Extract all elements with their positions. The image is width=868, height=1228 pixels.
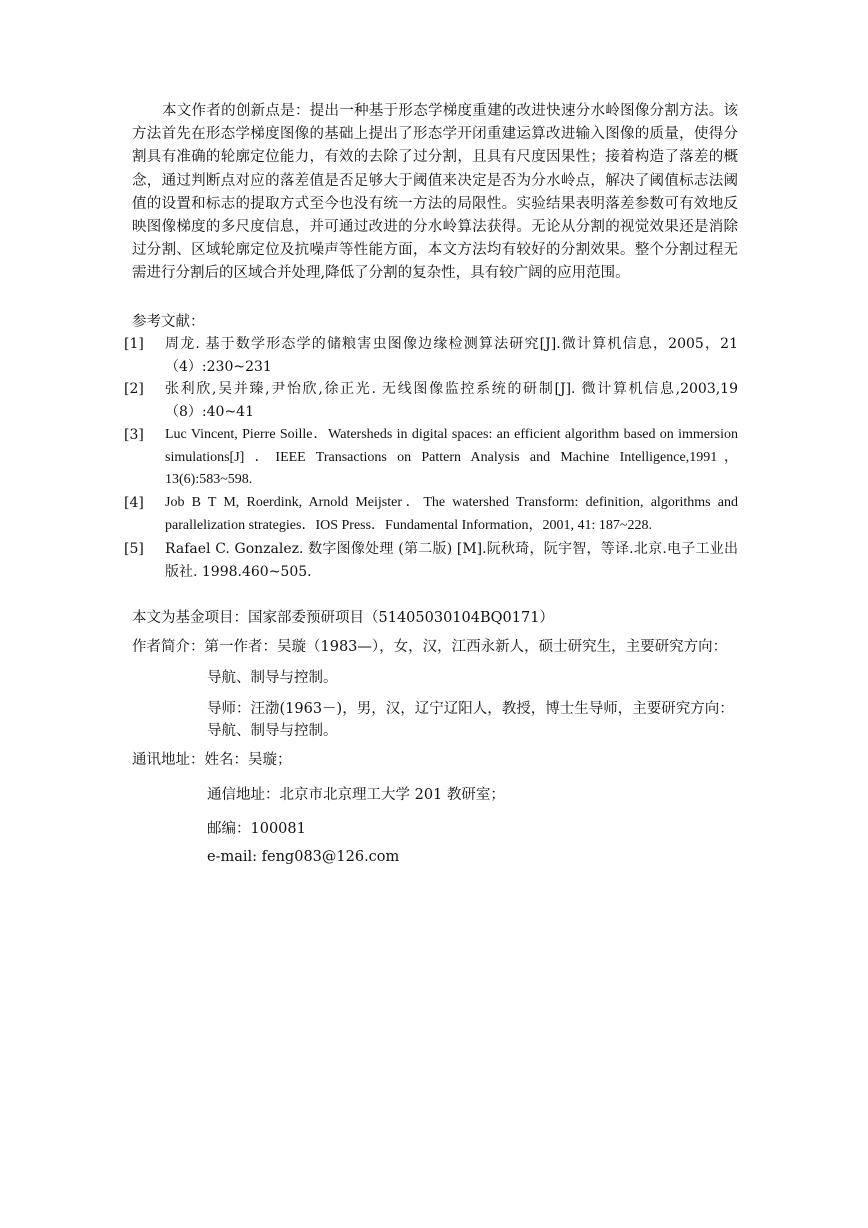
contact-label: 通讯地址：姓名：吴璇；: [132, 752, 292, 768]
reference-item: [124, 538, 738, 583]
reference-text: Luc Vincent, Pierre Soille．Watersheds in digital spaces: an efficient algorithm based on immersion simulations[J] ．IEEE Transactions on Pattern Analysis and Machine Intelligence,1991，13(6):583~598.: [165, 427, 738, 487]
fund-note: 本文为基金项目：国家部委预研项目（51405030104BQ0171）: [132, 610, 554, 626]
author-research-field: 导航、制导与控制。: [207, 670, 338, 686]
reference-text: 张利欣,吴并臻,尹怡欣,徐正光. 无线图像监控系统的研制[J]. 微计算机信息,2003,19（8）:40~41: [165, 381, 738, 420]
abstract-paragraph: 本文作者的创新点是：提出一种基于形态学梯度重建的改进快速分水岭图像分割方法。该方法首先在形态学梯度图像的基础上提出了形态学开闭重建运算改进输入图像的质量，使得分割具有准确的轮廓定位能力，有效的去除了过分割，且具有尺度因果性；接着构造了落差的概念，通过判断点对应的落差值是否足够大于阈值来决定是否为分水岭点，解决了阈值标志法阈值的设置和标志的提取方式至今也没有统一方法的局限性。实验结果表明落差参数可有效地反映图像梯度的多尺度信息，并可通过改进的分水岭算法获得。无论从分割的视觉效果还是消除过分割、区域轮廓定位及抗噪声等性能方面，本文方法均有较好的分割效果。整个分割过程无需进行分割后的区域合并处理,降低了分割的复杂性，具有较广阔的应用范围。: [132, 103, 738, 282]
author-intro: 作者简介：第一作者：吴璇（1983—），女，汉，江西永新人，硕士研究生，主要研究方向：: [132, 639, 728, 655]
reference-number: [2]: [124, 381, 144, 397]
mailing-address: 通信地址：北京市北京理工大学 201 教研室；: [207, 787, 505, 803]
reference-item: [124, 424, 738, 492]
reference-text: Rafael C. Gonzalez. 数字图像处理 (第二版) [M].阮秋琦，阮宇智，等译.北京.电子工业出版社. 1998.460~505.: [165, 541, 738, 580]
reference-number: [5]: [124, 541, 144, 557]
reference-text: Job B T M, Roerdink, Arnold Meijster．The watershed Transform: definition, algorithms and parallelization strategies．IOS Press．Fundamental Information，2001, 41: 187~228.: [165, 495, 738, 533]
reference-item: [124, 333, 738, 378]
email-address: e-mail: feng083@126.com: [207, 849, 400, 865]
postcode: 邮编：100081: [207, 821, 306, 837]
reference-number: [1]: [124, 336, 144, 352]
reference-number: [3]: [124, 427, 144, 443]
reference-number: [4]: [124, 495, 144, 511]
references-heading: 参考文献：: [132, 314, 205, 330]
reference-text: 周龙. 基于数学形态学的储粮害虫图像边缘检测算法研究[J].微计算机信息，2005，21（4）:230~231: [165, 336, 738, 375]
reference-item: [124, 492, 738, 537]
reference-item: [124, 378, 738, 423]
advisor-intro: 导师：汪渤(1963－)，男，汉，辽宁辽阳人，教授，博士生导师，主要研究方向：导航、制导与控制。: [207, 701, 734, 739]
